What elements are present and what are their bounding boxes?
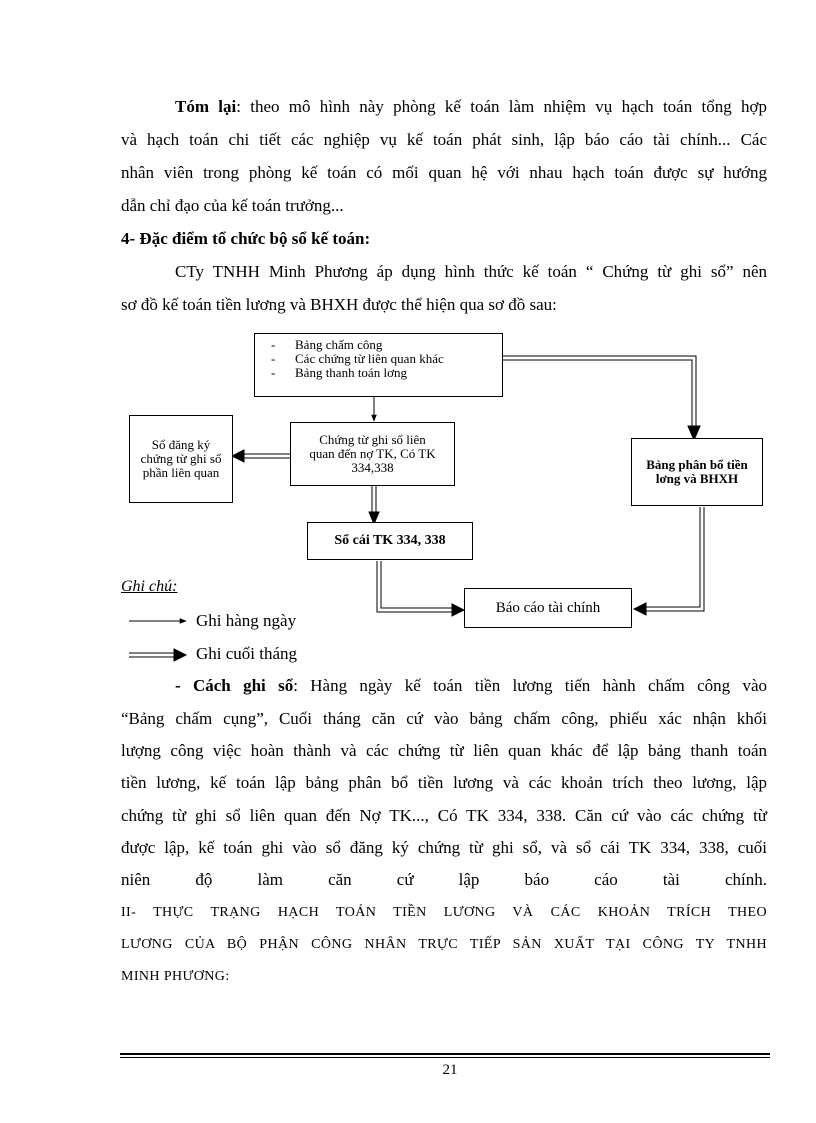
arrow-ledger-to-report	[377, 561, 464, 616]
allocation-table-box: Bảng phân bổ tiền lơng và BHXH	[631, 438, 763, 506]
footer-rule-thin	[120, 1057, 770, 1058]
legend-daily-label: Ghi hàng ngày	[196, 611, 297, 630]
arrow-allocation-to-report	[634, 507, 704, 615]
arrow-voucher-to-register	[232, 450, 290, 462]
section4-line-2: sơ đồ kế toán tiền lương và BHXH được thể hiện qua sơ đồ sau:	[121, 295, 557, 314]
method-line-7: niên độ làm căn cứ lập báo cáo tài chính.	[121, 870, 767, 889]
arrow-voucher-to-ledger	[369, 486, 379, 524]
summary-line-2: và hạch toán chi tiết các nghiệp vụ kế toán phát sinh, lập báo cáo tài chính... Các	[121, 130, 767, 149]
method-line-2: “Bảng chấm cụng”, Cuối tháng căn cứ vào bảng chấm công, phiếu xác nhận khối	[121, 709, 767, 728]
method-line-6: được lập, kế toán ghi vào sổ đăng ký chứng từ ghi sổ, và sổ cái TK 334, 338, cuối	[121, 838, 767, 857]
section4-heading: 4- Đặc điểm tổ chức bộ sổ kế toán:	[121, 229, 371, 248]
legend-title: Ghi chú:	[121, 578, 178, 595]
section2-line-3: MINH PHƯƠNG:	[121, 969, 230, 984]
financial-report-box: Báo cáo tài chính	[464, 588, 632, 628]
legend-double-arrow	[129, 649, 186, 661]
legend-monthly-label: Ghi cuối tháng	[196, 644, 298, 663]
footer-rule-thick	[120, 1053, 770, 1055]
summary-line-4: dẫn chỉ đạo của kế toán trưởng...	[121, 196, 344, 215]
recording-voucher-box: Chứng từ ghi sổ liên quan đến nợ TK, Có TK 334,338	[290, 422, 455, 486]
section2-line-2: LƯƠNG CỦA BỘ PHẬN CÔNG NHÂN TRỰC TIẾP SẢN XUẤT TẠI CÔNG TY TNHH	[121, 937, 767, 952]
source-item-payroll: - Bảng thanh toán lơng	[271, 365, 407, 380]
source-item-related-docs: - Các chứng từ liên quan khác	[271, 351, 444, 366]
method-label: - Cách ghi sổ	[175, 676, 294, 695]
voucher-register-box: Sổ đăng ký chứng từ ghi sổ phần liên quan	[129, 415, 233, 503]
section4-line-1: CTy TNHH Minh Phương áp dụng hình thức kế toán “ Chứng từ ghi sổ” nên	[175, 262, 767, 281]
method-line-1: - Cách ghi sổ: Hàng ngày kế toán tiền lương tiến hành chấm công vào	[175, 676, 768, 695]
page-number: 21	[442, 1062, 458, 1078]
source-item-timesheet: - Bảng chấm công	[271, 337, 383, 352]
section2-line-1: II- THỰC TRẠNG HẠCH TOÁN TIỀN LƯƠNG VÀ CÁC KHOẢN TRÍCH THEO	[121, 905, 767, 920]
general-ledger-box: Sổ cái TK 334, 338	[307, 522, 473, 560]
summary-label: Tóm lại	[175, 97, 237, 116]
method-line-3: lượng công việc hoàn thành và các chứng từ liên quan khác để lập bảng thanh toán	[121, 741, 767, 760]
method-line-4: tiền lương, kế toán lập bảng phân bổ tiền lương và các khoản trích theo lương, lập	[121, 773, 767, 792]
arrow-top-to-allocation	[502, 356, 700, 440]
source-documents-box	[254, 333, 503, 397]
method-line-5: chứng từ ghi sổ liên quan đến Nợ TK..., Có TK 334, 338. Căn cứ vào các chứng từ	[121, 806, 767, 825]
summary-line-1: Tóm lại: theo mô hình này phòng kế toán làm nhiệm vụ hạch toán tổng hợp	[175, 97, 767, 116]
summary-line-3: nhân viên trong phòng kế toán có mối quan hệ với nhau hạch toán được sự hướng	[121, 163, 767, 182]
